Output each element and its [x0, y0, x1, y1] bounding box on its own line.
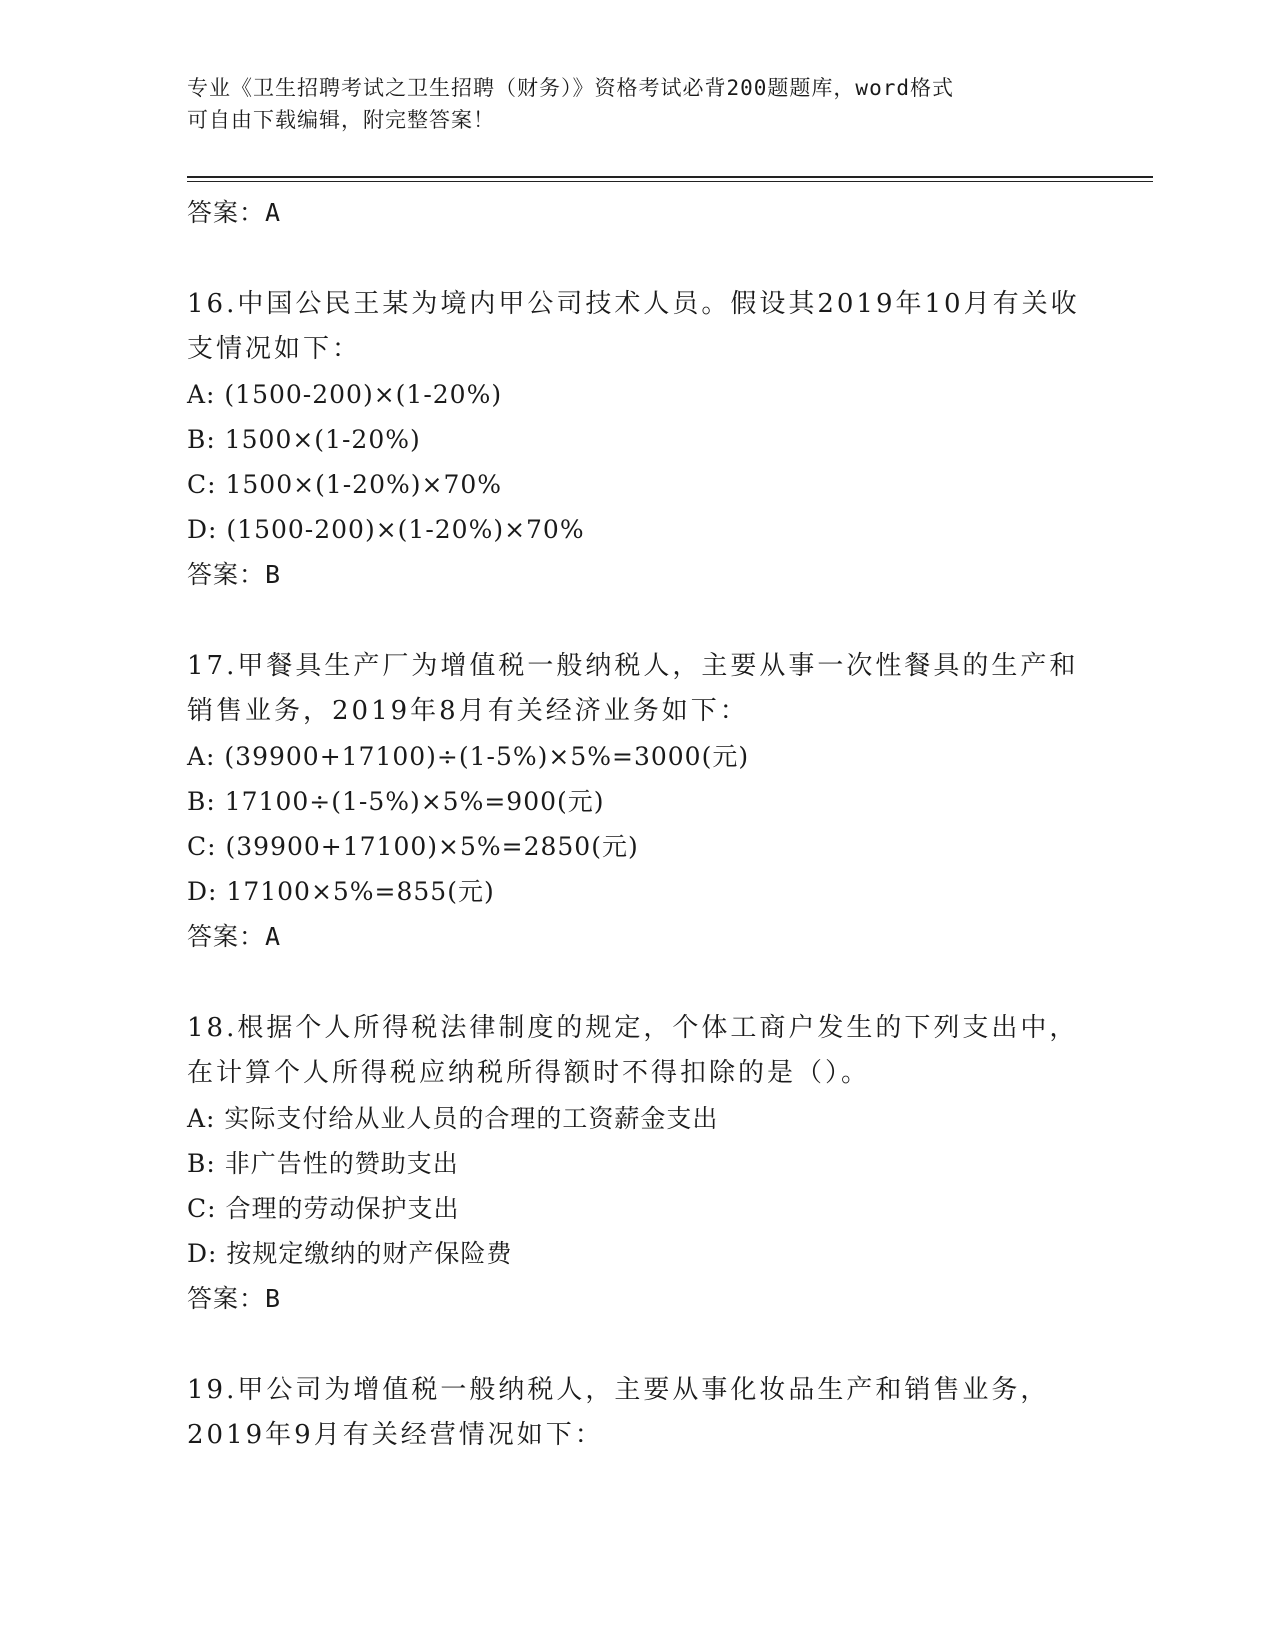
- option-c: C: 合理的劳动保护支出: [187, 1194, 460, 1223]
- question-block: [187, 1006, 1107, 1321]
- question-block: [187, 282, 1107, 597]
- question-block: [187, 644, 1107, 959]
- option-b: B: 17100÷(1-5%)×5%=900(元): [187, 787, 605, 816]
- question-title: 17.甲餐具生产厂为增值税一般纳税人，主要从事一次性餐具的生产和: [187, 651, 1079, 681]
- question-title: 16.中国公民王某为境内甲公司技术人员。假设其2019年10月有关收: [187, 289, 1080, 319]
- header-line-1: 专业《卫生招聘考试之卫生招聘（财务）》资格考试必背200题题库，word格式: [187, 76, 954, 100]
- option-d: D: 17100×5%=855(元): [187, 877, 495, 906]
- spacer: [187, 597, 1107, 644]
- spacer: [187, 959, 1107, 1006]
- header-line-2: 可自由下载编辑，附完整答案！: [187, 108, 495, 132]
- answer-line: 答案：B: [187, 560, 282, 589]
- option-a: A: (1500-200)×(1-20%): [187, 380, 503, 409]
- question-title: 18.根据个人所得税法律制度的规定，个体工商户发生的下列支出中，: [187, 1013, 1079, 1043]
- question-title: 2019年9月有关经营情况如下：: [187, 1420, 604, 1450]
- question-title: 在计算个人所得税应纳税所得额时不得扣除的是（）。: [187, 1058, 871, 1088]
- document-body: [187, 190, 1107, 1458]
- page-header: [187, 72, 1087, 136]
- question-title: 销售业务，2019年8月有关经济业务如下：: [187, 696, 749, 726]
- option-c: C: 1500×(1-20%)×70%: [187, 470, 503, 499]
- option-b: B: 非广告性的赞助支出: [187, 1149, 459, 1178]
- question-title: 19.甲公司为增值税一般纳税人，主要从事化妆品生产和销售业务，: [187, 1375, 1050, 1405]
- answer-line: 答案：B: [187, 1284, 282, 1313]
- spacer: [187, 1321, 1107, 1368]
- option-a: A: 实际支付给从业人员的合理的工资薪金支出: [187, 1104, 719, 1133]
- question-title: 支情况如下：: [187, 334, 362, 364]
- answer-line: 答案：A: [187, 922, 282, 951]
- header-rule-thick: [187, 176, 1153, 178]
- spacer: [187, 235, 1107, 282]
- option-d: D: 按规定缴纳的财产保险费: [187, 1239, 513, 1268]
- option-c: C: (39900+17100)×5%=2850(元): [187, 832, 639, 861]
- option-a: A: (39900+17100)÷(1-5%)×5%=3000(元): [187, 742, 750, 771]
- header-rule-thin: [187, 181, 1153, 182]
- answer-line: 答案：A: [187, 198, 282, 227]
- question-block: [187, 1368, 1107, 1458]
- option-b: B: 1500×(1-20%): [187, 425, 421, 454]
- option-d: D: (1500-200)×(1-20%)×70%: [187, 515, 585, 544]
